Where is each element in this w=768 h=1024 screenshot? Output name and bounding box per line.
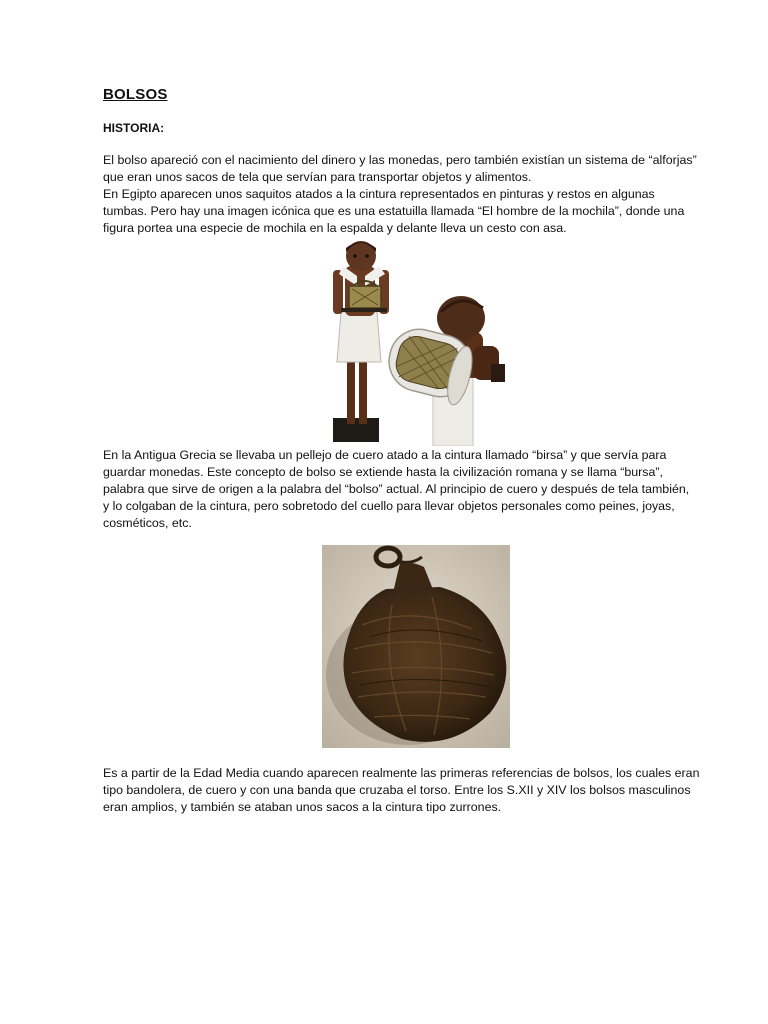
page-title: BOLSOS: [103, 86, 168, 103]
text-line: eran amplios, y también se ataban unos sacos a la cintura tipo zurrones.: [103, 800, 502, 814]
text-line: figura portea una especie de mochila en la espalda y delante lleva un cesto con asa.: [103, 221, 567, 235]
paragraph-greece-rome: [103, 447, 733, 532]
text-line: tumbas. Pero hay una imagen icónica que es una estatuilla llamada “El hombre de la mochila”, donde una: [103, 204, 685, 218]
text-line: El bolso apareció con el nacimiento del dinero y las monedas, pero también existían un sistema de “alforjas”: [103, 153, 697, 167]
text-line: que eran unos sacos de tela que servían para transportar objetos y alimentos.: [103, 170, 532, 184]
paragraph-origins: [103, 152, 733, 237]
text-line: y lo colgaban de la cintura, pero sobretodo del cuello para llevar objetos personales como peines, joyas,: [103, 499, 675, 513]
leather-pouch-image: [322, 545, 510, 748]
section-heading: HISTORIA:: [103, 121, 165, 135]
egyptian-statuette-image: [323, 236, 515, 446]
text-line: palabra que sirve de origen a la palabra del “bolso” actual. Al principio de cuero y después de tela también,: [103, 482, 690, 496]
text-line: Es a partir de la Edad Media cuando aparecen realmente las primeras referencias de bolsos, los cuales eran: [103, 766, 700, 780]
text-line: En Egipto aparecen unos saquitos atados a la cintura representados en pinturas y restos en algunas: [103, 187, 655, 201]
text-line: tipo bandolera, de cuero y con una banda que cruzaba el torso. Entre los S.XII y XIV los bolsos masculinos: [103, 783, 691, 797]
text-line: cosméticos, etc.: [103, 516, 192, 530]
text-line: En la Antigua Grecia se llevaba un pellejo de cuero atado a la cintura llamado “birsa” y que servía para: [103, 448, 667, 462]
paragraph-middle-ages: [103, 765, 733, 816]
text-line: guardar monedas. Este concepto de bolso se extiende hasta la civilización romana y se llama “bursa”,: [103, 465, 663, 479]
